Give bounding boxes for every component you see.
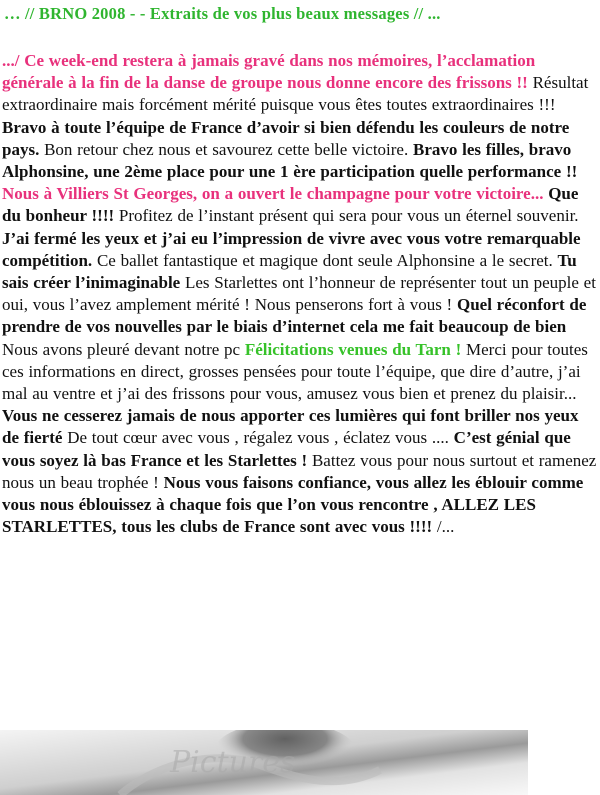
message-segment: Bon retour chez nous et savourez cette belle victoire. <box>44 139 413 159</box>
message-segment: Bravo les filles, bravo Alphonsine, une 2ème place pour une 1 ère participation quelle performance !! <box>2 139 578 182</box>
message-segment: C’est génial que vous soyez là bas France et les Starlettes ! <box>2 428 571 470</box>
message-segment: .../ Ce week-end restera à jamais gravé dans nos mémoires, l’acclamation générale à la fin de la danse de groupe nous donne encore des frissons !! <box>2 51 536 93</box>
message-segment: Félicitations venues du Tarn ! <box>244 339 466 359</box>
message-segment: J’ai fermé les yeux et j’ai eu l’impression de vivre avec vous votre remarquable compétition. <box>2 228 581 270</box>
message-segment: Nous vous faisons confiance, vous allez les éblouir comme vous nous éblouissez à chaque fois que l’on vous rencontre , ALLEZ LES STARLETTES, tous les clubs de France sont avec vous !!!! <box>2 472 584 537</box>
message-segment: Tu sais créer l’inimaginable <box>2 250 577 293</box>
message-segment: Merci pour toutes ces informations en direct, grosses pensées pour toute l’équipe, que dire d’autre, j’ai mal au ventre et j’ai des frissons pour vous, amusez vous bien et prenez du plaisir... <box>2 339 588 404</box>
message-body <box>2 50 598 538</box>
message-segment: Les Starlettes ont l’honneur de représenter tout un peuple et oui, vous l’avez amplement mérité ! Nous penserons fort à vous ! <box>2 273 596 315</box>
message-segment: Vous ne cesserez jamais de nous apporter ces lumières qui font briller nos yeux de fierté <box>2 406 579 448</box>
message-segment: Battez vous pour nous surtout et ramenez nous un beau trophée ! <box>2 450 597 492</box>
message-segment: Profitez de l’instant présent qui sera pour vous un éternel souvenir. <box>118 206 579 226</box>
watermark-text: Pictures <box>170 745 296 780</box>
message-segment: De tout cœur avec vous , régalez vous , éclatez vous .... <box>67 428 454 448</box>
message-segment: Ce ballet fantastique et magique dont seule Alphonsine a le secret. <box>96 250 558 270</box>
footer-photo <box>0 730 528 795</box>
message-segment: Quel réconfort de prendre de vos nouvelles par le biais d’internet cela me fait beaucoup de bien <box>2 295 587 337</box>
footer-photo-graphic <box>0 730 528 795</box>
page-title: … // BRNO 2008 - - Extraits de vos plus beaux messages // ... <box>4 4 441 23</box>
message-segment: Nous avons pleuré devant notre pc <box>2 339 245 359</box>
message-segment: Nous à Villiers St Georges, on a ouvert le champagne pour votre victoire... <box>2 184 549 204</box>
message-segment: /... <box>436 517 455 537</box>
message-segment: Résultat extraordinaire mais forcément mérité puisque vous êtes toutes extraordinaires !!! <box>2 73 589 115</box>
message-segment: Bravo à toute l’équipe de France d’avoir si bien défendu les couleurs de notre pays. <box>2 117 570 159</box>
message-segment: Que du bonheur !!!! <box>2 184 579 226</box>
